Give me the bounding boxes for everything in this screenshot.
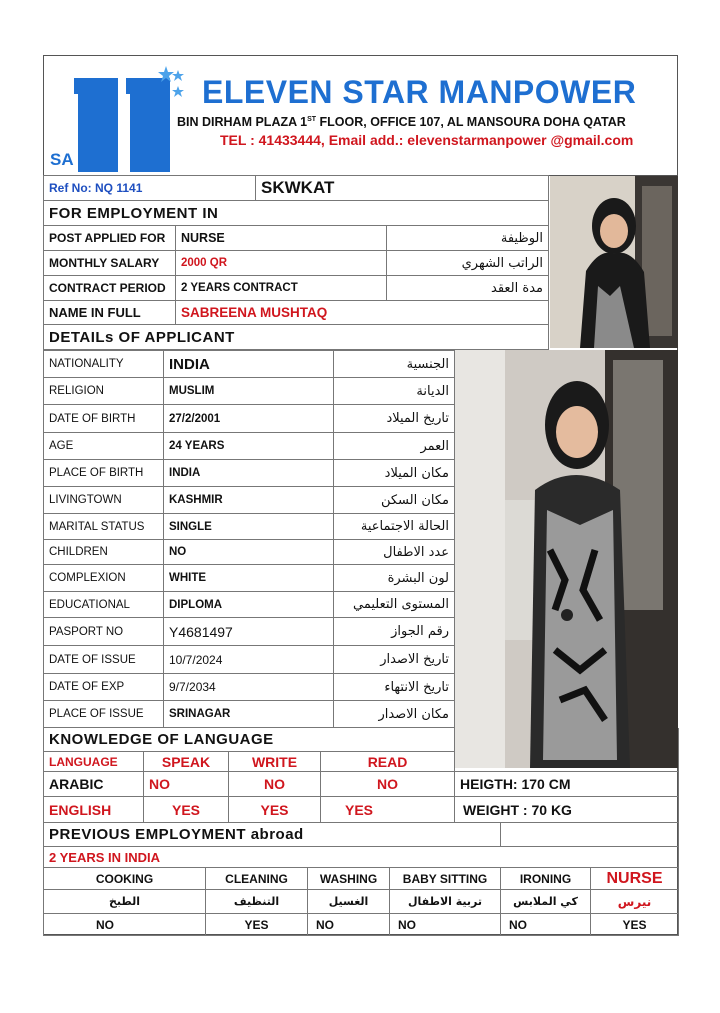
issue-place-value: SRINAGAR bbox=[164, 701, 334, 728]
previous-title-spacer bbox=[501, 823, 679, 847]
skill-babysitting-arabic: تربية الاطفال bbox=[390, 890, 501, 914]
logo-prefix: SA bbox=[50, 150, 74, 169]
fullname-label: NAME IN FULL bbox=[44, 301, 176, 325]
skill-babysitting-label: BABY SITTING bbox=[390, 868, 501, 890]
salary-arabic: الراتب الشهري bbox=[387, 251, 549, 276]
skill-nurse-value: YES bbox=[591, 914, 679, 936]
exp-date-arabic: تاريخ الانتهاء bbox=[334, 674, 455, 701]
salary-value: 2000 QR bbox=[176, 251, 387, 276]
employment-table bbox=[43, 175, 549, 350]
lang-header-spacer bbox=[455, 752, 679, 772]
dob-label: DATE OF BIRTH bbox=[44, 405, 164, 433]
religion-label: RELIGION bbox=[44, 378, 164, 405]
skill-washing-label: WASHING bbox=[308, 868, 390, 890]
skill-cooking-value: NO bbox=[44, 914, 206, 936]
company-contact: TEL : 41433444, Email add.: elevenstarmanpower @gmail.com bbox=[220, 132, 634, 148]
lang-header-speak: SPEAK bbox=[144, 752, 229, 772]
previous-employment-table bbox=[43, 822, 679, 936]
age-label: AGE bbox=[44, 433, 164, 460]
complexion-value: WHITE bbox=[164, 565, 334, 592]
lang-header-write: WRITE bbox=[229, 752, 321, 772]
nationality-value: INDIA bbox=[164, 351, 334, 378]
full-body-photo bbox=[455, 350, 678, 768]
skill-babysitting-value: NO bbox=[390, 914, 501, 936]
lang-arabic-speak: NO bbox=[144, 772, 229, 797]
age-arabic: العمر bbox=[334, 433, 455, 460]
issue-place-label: PLACE OF ISSUE bbox=[44, 701, 164, 728]
pob-label: PLACE OF BIRTH bbox=[44, 460, 164, 487]
marital-label: MARITAL STATUS bbox=[44, 514, 164, 540]
passport-label: PASPORT NO bbox=[44, 618, 164, 646]
skill-cleaning-value: YES bbox=[206, 914, 308, 936]
marital-value: SINGLE bbox=[164, 514, 334, 540]
lang-english-write: YES bbox=[229, 797, 321, 823]
skill-cleaning-arabic: التنظيف bbox=[206, 890, 308, 914]
post-value: NURSE bbox=[176, 226, 387, 251]
language-table bbox=[43, 727, 679, 823]
lang-arabic-write: NO bbox=[229, 772, 321, 797]
complexion-label: COMPLEXION bbox=[44, 565, 164, 592]
employment-title: FOR EMPLOYMENT IN bbox=[44, 201, 549, 226]
company-logo bbox=[74, 66, 184, 172]
education-arabic: المستوى التعليمي bbox=[334, 592, 455, 618]
livingtown-arabic: مكان السكن bbox=[334, 487, 455, 514]
nationality-arabic: الجنسية bbox=[334, 351, 455, 378]
skill-ironing-arabic: كي الملابس bbox=[501, 890, 591, 914]
lang-english-name: ENGLISH bbox=[44, 797, 144, 823]
dob-arabic: تاريخ الميلاد bbox=[334, 405, 455, 433]
contract-value: 2 YEARS CONTRACT bbox=[176, 276, 387, 301]
livingtown-value: KASHMIR bbox=[164, 487, 334, 514]
ref-code: SKWKAT bbox=[256, 176, 549, 201]
previous-experience: 2 YEARS IN INDIA bbox=[44, 847, 679, 868]
company-address: BIN DIRHAM PLAZA 1ST FLOOR, OFFICE 107, AL MANSOURA DOHA QATAR bbox=[177, 115, 626, 129]
company-name: ELEVEN STAR MANPOWER bbox=[202, 74, 637, 110]
issue-date-value: 10/7/2024 bbox=[164, 646, 334, 674]
children-label: CHILDREN bbox=[44, 540, 164, 565]
issue-date-label: DATE OF ISSUE bbox=[44, 646, 164, 674]
skill-cooking-label: COOKING bbox=[44, 868, 206, 890]
previous-title: PREVIOUS EMPLOYMENT abroad bbox=[44, 823, 501, 847]
fullname-value: SABREENA MUSHTAQ bbox=[176, 301, 549, 325]
height-value: HEIGTH: 170 CM bbox=[455, 772, 679, 797]
issue-place-arabic: مكان الاصدار bbox=[334, 701, 455, 728]
nationality-label: NATIONALITY bbox=[44, 351, 164, 378]
details-table bbox=[43, 350, 455, 728]
passport-arabic: رقم الجواز bbox=[334, 618, 455, 646]
lang-arabic-read: NO bbox=[321, 772, 455, 797]
skill-nurse-arabic: نيرس bbox=[591, 890, 679, 914]
pob-value: INDIA bbox=[164, 460, 334, 487]
lang-english-speak: YES bbox=[144, 797, 229, 823]
dob-value: 27/2/2001 bbox=[164, 405, 334, 433]
complexion-arabic: لون البشرة bbox=[334, 565, 455, 592]
exp-date-label: DATE OF EXP bbox=[44, 674, 164, 701]
contract-arabic: مدة العقد bbox=[387, 276, 549, 301]
education-value: DIPLOMA bbox=[164, 592, 334, 618]
age-value: 24 YEARS bbox=[164, 433, 334, 460]
children-value: NO bbox=[164, 540, 334, 565]
salary-label: MONTHLY SALARY bbox=[44, 251, 176, 276]
ref-number: Ref No: NQ 1141 bbox=[44, 176, 256, 201]
religion-arabic: الديانة bbox=[334, 378, 455, 405]
issue-date-arabic: تاريخ الاصدار bbox=[334, 646, 455, 674]
skill-ironing-label: IRONING bbox=[501, 868, 591, 890]
lang-english-read: YES bbox=[321, 797, 455, 823]
language-title: KNOWLEDGE OF LANGUAGE bbox=[44, 728, 455, 752]
skill-cleaning-label: CLEANING bbox=[206, 868, 308, 890]
skill-washing-arabic: الغسيل bbox=[308, 890, 390, 914]
post-label: POST APPLIED FOR bbox=[44, 226, 176, 251]
marital-arabic: الحالة الاجتماعية bbox=[334, 514, 455, 540]
language-spacer bbox=[455, 728, 679, 752]
children-arabic: عدد الاطفال bbox=[334, 540, 455, 565]
exp-date-value: 9/7/2034 bbox=[164, 674, 334, 701]
details-title: DETAILs OF APPLICANT bbox=[44, 325, 549, 350]
skill-ironing-value: NO bbox=[501, 914, 591, 936]
skill-washing-value: NO bbox=[308, 914, 390, 936]
skill-cooking-arabic: الطبخ bbox=[44, 890, 206, 914]
religion-value: MUSLIM bbox=[164, 378, 334, 405]
skill-nurse-label: NURSE bbox=[591, 868, 679, 890]
livingtown-label: LIVINGTOWN bbox=[44, 487, 164, 514]
lang-header-language: LANGUAGE bbox=[44, 752, 144, 772]
education-label: EDUCATIONAL bbox=[44, 592, 164, 618]
post-arabic: الوظيفة bbox=[387, 226, 549, 251]
lang-arabic-name: ARABIC bbox=[44, 772, 144, 797]
email-link[interactable]: elevenstarmanpower @gmail.com bbox=[407, 132, 634, 148]
contract-label: CONTRACT PERIOD bbox=[44, 276, 176, 301]
passport-value: Y4681497 bbox=[164, 618, 334, 646]
lang-header-read: READ bbox=[321, 752, 455, 772]
pob-arabic: مكان الميلاد bbox=[334, 460, 455, 487]
passport-photo bbox=[550, 176, 678, 348]
weight-value: WEIGHT : 70 KG bbox=[455, 797, 679, 823]
